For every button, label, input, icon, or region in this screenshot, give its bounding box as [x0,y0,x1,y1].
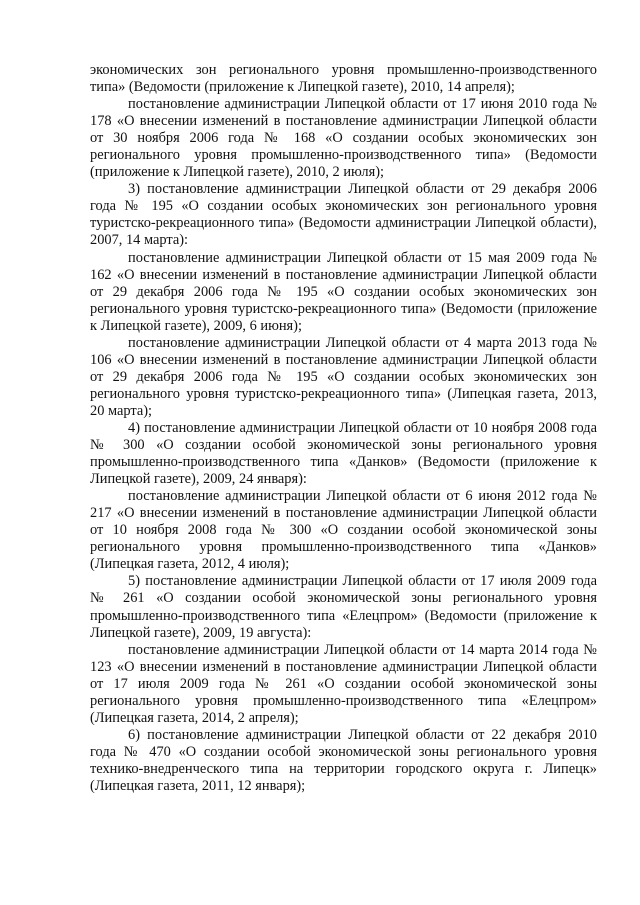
document-page [90,62,597,795]
paragraph-continuation: экономических зон регионального уровня промышленно-производственного типа» (Ведомости (приложение к Липецкой газете), 2010, 14 апреля); [90,62,597,96]
paragraph-amendment: постановление администрации Липецкой области от 14 марта 2014 года № 123 «О внесении изменений в постановление администрации Липецкой области от 17 июля 2009 года № 261 «О создании особой экономической зоны регионального уровня промышленно-производственного типа «Елецпром» (Липецкая газета, 2014, 2 апреля); [90,641,597,726]
paragraph-item-5: 5) постановление администрации Липецкой области от 17 июля 2009 года № 261 «О создании особой экономической зоны регионального уровня промышленно-производственного типа «Елецпром» (Ведомости (приложение к Липецкой газете), 2009, 19 августа): [90,573,597,641]
paragraph-amendment: постановление администрации Липецкой области от 4 марта 2013 года № 106 «О внесении изменений в постановление администрации Липецкой области от 29 декабря 2006 года № 195 «О создании особых экономических зон регионального уровня туристско-рекреационного типа» (Липецкая газета, 2013, 20 марта); [90,334,597,419]
paragraph-item-6: 6) постановление администрации Липецкой области от 22 декабря 2010 года № 470 «О создании особой экономической зоны регионального уровня технико-внедренческого типа на территории городского округа г. Липецк» (Липецкая газета, 2011, 12 января); [90,726,597,794]
paragraph-amendment: постановление администрации Липецкой области от 15 мая 2009 года № 162 «О внесении изменений в постановление администрации Липецкой области от 29 декабря 2006 года № 195 «О создании особых экономических зон регионального уровня туристско-рекреационного типа» (Ведомости (приложение к Липецкой газете), 2009, 6 июня); [90,249,597,334]
paragraph-item-3: 3) постановление администрации Липецкой области от 29 декабря 2006 года № 195 «О создании особых экономических зон регионального уровня туристско-рекреационного типа» (Ведомости администрации Липецкой области), 2007, 14 марта): [90,181,597,249]
paragraph-amendment: постановление администрации Липецкой области от 6 июня 2012 года № 217 «О внесении изменений в постановление администрации Липецкой области от 10 ноября 2008 года № 300 «О создании особой экономической зоны регионального уровня промышленно-производственного типа «Данков» (Липецкая газета, 2012, 4 июля); [90,488,597,573]
paragraph-amendment: постановление администрации Липецкой области от 17 июня 2010 года № 178 «О внесении изменений в постановление администрации Липецкой области от 30 ноября 2006 года № 168 «О создании особых экономических зон регионального уровня промышленно-производственного типа» (Ведомости (приложение к Липецкой газете), 2010, 2 июля); [90,96,597,181]
paragraph-item-4: 4) постановление администрации Липецкой области от 10 ноября 2008 года № 300 «О создании особой экономической зоны регионального уровня промышленно-производственного типа «Данков» (Ведомости (приложение к Липецкой газете), 2009, 24 января): [90,419,597,488]
